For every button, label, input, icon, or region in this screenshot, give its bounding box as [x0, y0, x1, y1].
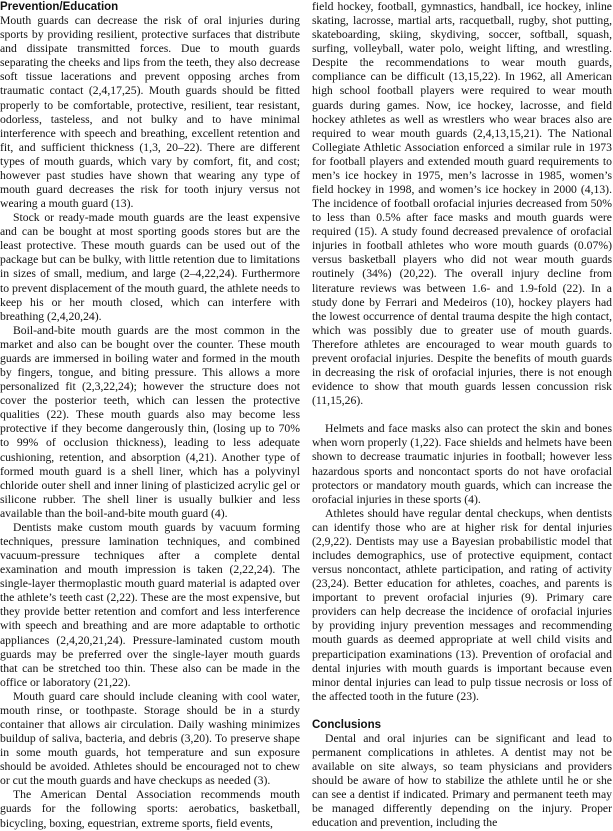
right-column: [312, 0, 612, 830]
section-heading-conclusions: Conclusions: [312, 718, 382, 731]
body-paragraph: Mouth guard care should include cleaning with cool water, mouth rinse, or toothpaste. Storage should be in a sturdy container that allows air circulation. Daily washing minimizes buildup of saliva, bacteria, and debris (3,20). To preserve shape in some mouth guards, hot temperature and sun exposure should be avoided. Athletes should be encouraged not to chew or cut the mouth guards and have checkups as needed (3).: [0, 689, 300, 788]
left-column: [0, 0, 300, 831]
body-paragraph: Boil-and-bite mouth guards are the most common in the market and also can be bought over the counter. These mouth guards are immersed in boiling water and formed in the mouth by fingers, tongue, and biting pressure. This allows a more personalized fit (2,3,22,24); however the structure does not cover the posterior teeth, which can lessen the protective qualities (22). These mouth guards also may become less protective if they become dangerously thin, (losing up to 70% to 99% of occlusion thickness), leading to less adequate cushioning, retention, and absorption (4,21). Another type of formed mouth guard is a shell liner, which has a polyvinyl chloride outer shell and inner lining of plasticized acrylic gel or silicone rubber. The shell liner is usually bulkier and less available than the boil-and-bite mouth guard (4).: [0, 323, 300, 520]
section-heading-prevention: Prevention/Education: [0, 1, 119, 13]
body-paragraph: field hockey, football, gymnastics, handball, ice hockey, inline skating, lacrosse, martial arts, racquetball, rugby, shot putting, skateboarding, skiing, skydiving, soccer, softball, squash, surfing, volleyball, water polo, weight lifting, and wrestling. Despite the recommendations to wear mouth guards, compliance can be difficult (13,15,22). In 1962, all American high school football players were required to wear mouth guards during games. Now, ice hockey, lacrosse, and field hockey athletes as well as wrestlers who wear braces also are required to wear mouth guards (2,4,13,15,21). The National Collegiate Athletic Association enforced a similar rule in 1973 for football players and extended mouth guard requirements to men’s ice hockey in 1975, men’s lacrosse in 1985, women’s field hockey in 1998, and women’s ice hockey in 2000 (4,13). The incidence of football orofacial injuries decreased from 50% to less than 0.5% after face masks and mouth guards were required (15). A study found decreased prevalence of orofacial injuries in football athletes who wore mouth guards (0.07%) versus basketball players who did not wear mouth guards routinely (34%) (20,22). The overall injury decline from literature reviews was between 1.6- and 1.9-fold (22). In a study done by Ferrari and Medeiros (10), hockey players had the lowest occurrence of dental trauma despite the high contact, which was possibly due to greater use of mouth guards. Therefore athletes are encouraged to wear mouth guards to prevent orofacial injuries. Despite the benefits of mouth guards in decreasing the risk of orofacial injuries, there is not enough evidence to show that mouth guards lessen concussion risk (11,15,26).: [312, 0, 612, 408]
body-paragraph: Mouth guards can decrease the risk of oral injuries during sports by providing resilient, protective surfaces that distribute and dissipate transmitted forces. Due to mouth guards separating the cheeks and lips from the teeth, they also decrease soft tissue lacerations and prevent opposing arches from traumatic contact (2,4,17,25). Mouth guards should be fitted properly to be comfortable, protective, resilient, tear resistant, odorless, tasteless, and not bulky and to have minimal interference with speech and breathing, excellent retention and fit, and sufficient thickness (1,3, 20–22). There are different types of mouth guards, which vary by comfort, fit, and cost; however past studies have shown that wearing any type of mouth guard decreases the risk for tooth injury versus not wearing a mouth guard (13).: [0, 14, 300, 211]
body-paragraph: Stock or ready-made mouth guards are the least expensive and can be bought at most sporting goods stores but are the least protective. These mouth guards can be used out of the package but can be bulky, with little retention due to limitations in sizes of small, medium, and large (2–4,22,24). Furthermore to prevent displacement of the mouth guard, the athlete needs to keep his or her mouth closed, which can interfere with breathing (2,4,20,24).: [0, 211, 300, 323]
body-paragraph: Helmets and face masks also can protect the skin and bones when worn properly (1,22). Face shields and helmets have been shown to decrease traumatic injuries in football; however less hazardous sports and noncontact sports do not have orofacial protectors or mandatory mouth guards, which can increase the orofacial injuries in these sports (4).: [312, 422, 612, 506]
conclusions-paragraph: Dental and oral injuries can be significant and lead to permanent complications in athletes. A dentist may not be available on site always, so team physicians and providers should be aware of how to stabilize the athlete until he or she can see a dentist if indicated. Primary and permanent teeth may be managed differently depending on the injury. Proper education and prevention, including the: [312, 731, 612, 830]
body-paragraph: Dentists make custom mouth guards by vacuum forming techniques, pressure lamination techniques, and combined vacuum-pressure techniques after a complete dental examination and mouth impression is taken (2,22,24). The single-layer thermoplastic mouth guard material is adapted over the athlete’s teeth cast (2,22). These are the most expensive, but they provide better retention and comfort and less interference with speech and breathing and are more adaptable to orthotic appliances (2,4,20,21,24). Pressure-laminated custom mouth guards may be preferred over the single-layer mouth guards that can be stretched too thin. These also can be made in the office or laboratory (21,22).: [0, 520, 300, 689]
body-paragraph: The American Dental Association recommends mouth guards for the following sports: aerobatics, basketball, bicycling, boxing, equestrian, extreme sports, field events,: [0, 788, 300, 830]
body-paragraph: Athletes should have regular dental checkups, when dentists can identify those who are at higher risk for dental injuries (2,9,22). Dentists may use a Bayesian probabilistic model that includes demographics, use of protective equipment, contact versus noncontact, athlete participation, and rating of activity (23,24). Better education for athletes, coaches, and parents is important to prevent orofacial injuries (9). Primary care providers can help decrease the incidence of orofacial injuries by providing injury prevention messages and recommending mouth guards as deemed appropriate at well child visits and preparticipation examinations (13). Prevention of orofacial and dental injuries with mouth guards is important because even minor dental injuries can lead to pulp tissue necrosis or loss of the affected tooth in the future (23).: [312, 506, 612, 703]
